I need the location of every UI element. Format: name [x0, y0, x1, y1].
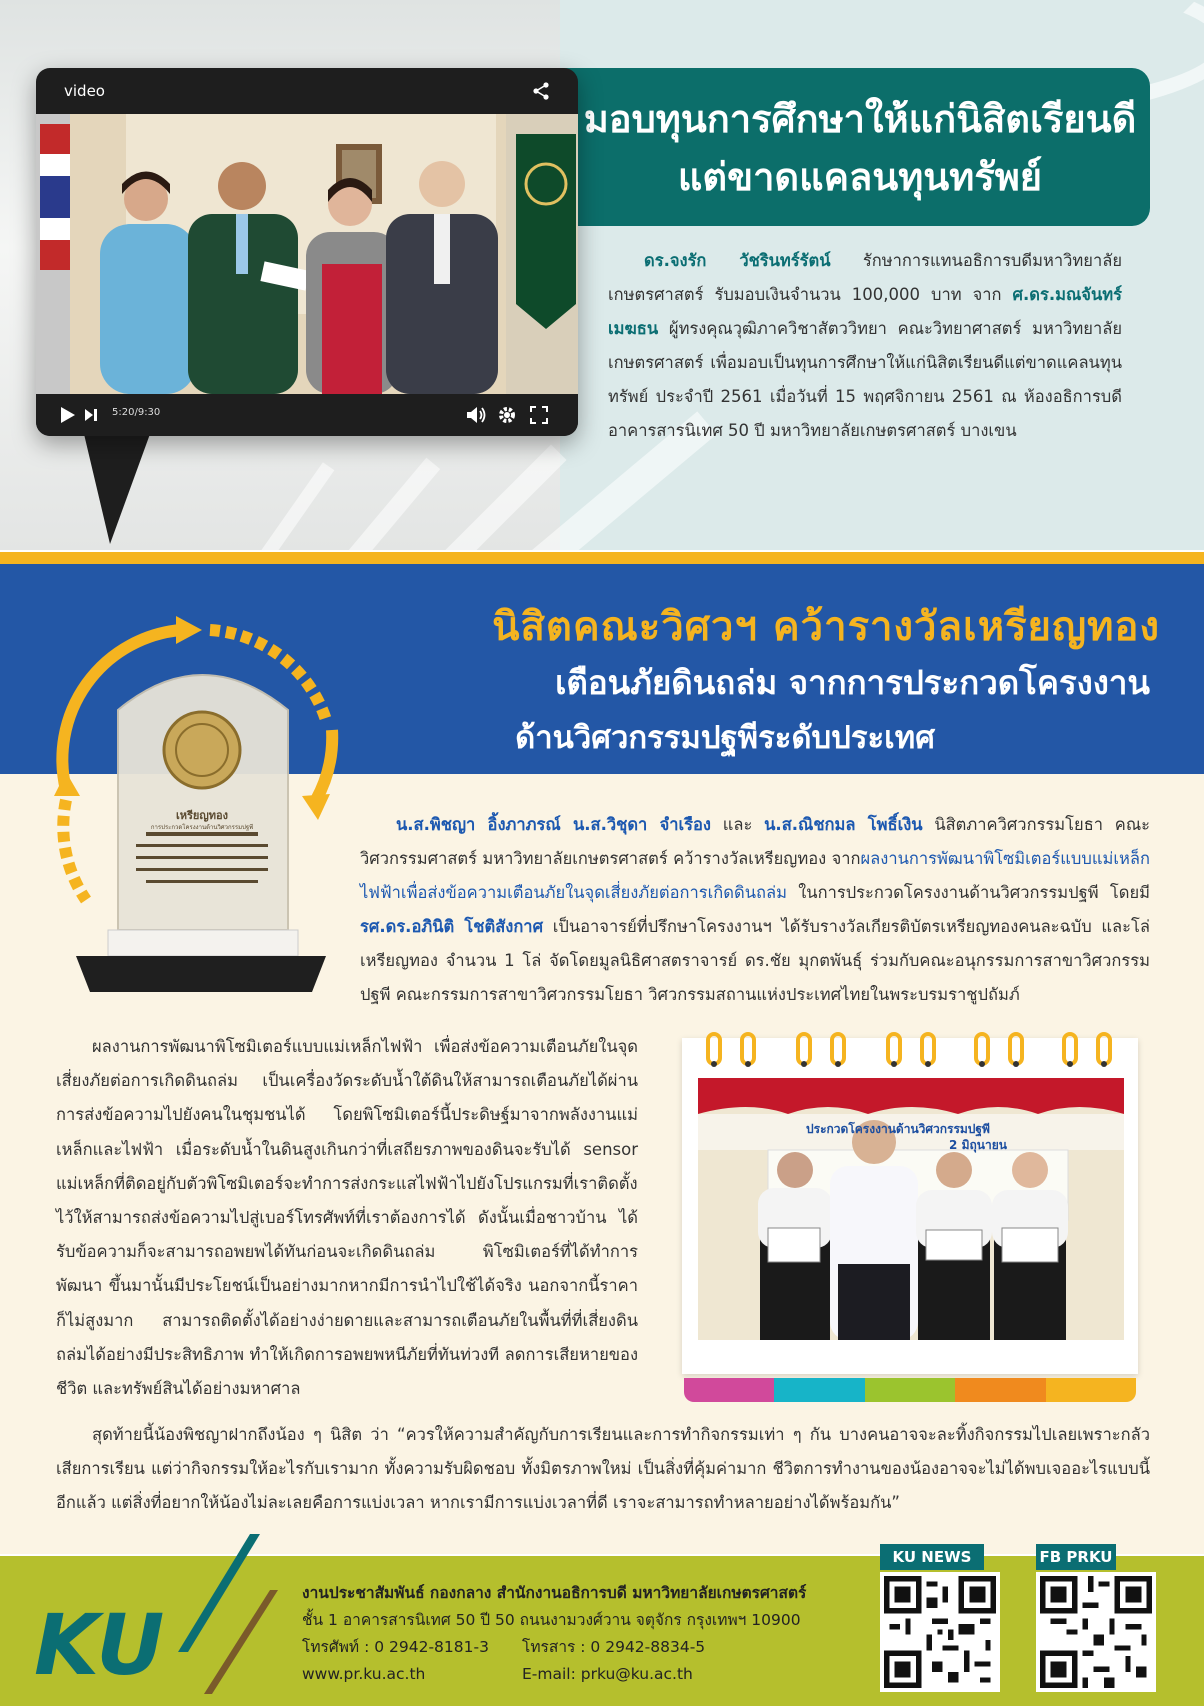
footer-contact — [302, 1580, 822, 1688]
headline-2-line2: เตือนภัยดินถล่ม จากการประกวดโครงงาน — [555, 663, 1150, 702]
qr-code-ku-news[interactable] — [880, 1572, 1000, 1692]
footer-website[interactable]: www.pr.ku.ac.th — [302, 1665, 426, 1683]
headline-1-line2: แต่ขาดแคลนทุนทรัพย์ — [677, 155, 1043, 199]
trophy-sublabel: การประกวดโครงงานด้านวิศวกรรมปฐพี — [150, 824, 254, 831]
qr-fb-prku-label: FB PRKU — [1036, 1544, 1116, 1570]
speech-bubble-tail — [84, 434, 150, 544]
article-paragraph-3 — [56, 1418, 1150, 1520]
advisor-name: รศ.ดร.อภินิติ โชติสังกาศ — [360, 917, 544, 936]
trophy-arrows — [26, 600, 366, 1010]
volume-icon[interactable] — [466, 406, 488, 424]
footer-address: ชั้น 1 อาคารสารนิเทศ 50 ปี 50 ถนนงามวงศ์วาน จตุจักร กรุงเทพฯ 10900 — [302, 1611, 801, 1629]
headline-1 — [580, 90, 1140, 206]
footer-phone: โทรศัพท์ : 0 2942-8181-3 — [302, 1638, 489, 1656]
tab-pink — [684, 1378, 774, 1402]
tab-cyan — [774, 1378, 864, 1402]
tab-green — [865, 1378, 955, 1402]
tab-orange — [955, 1378, 1045, 1402]
student-name-3: น.ส.ณิชกมล โพธิ์เงิน — [764, 815, 923, 834]
qr-code-fb-prku[interactable] — [1036, 1572, 1156, 1692]
and-text: และ — [710, 815, 765, 834]
share-icon[interactable] — [530, 80, 552, 102]
footer-email[interactable]: E-mail: prku@ku.ac.th — [522, 1665, 693, 1683]
article-paragraph-2 — [56, 1030, 638, 1406]
ku-logo-text: KU — [34, 1596, 165, 1694]
headline-1-line1: มอบทุนการศึกษาให้แก่นิสิตเรียนดี — [583, 97, 1137, 141]
photo-banner-date: 2 มิถุนายน — [949, 1138, 1007, 1152]
next-icon[interactable] — [84, 408, 98, 422]
student-names: น.ส.พิชญา อิ้งภาภรณ์ น.ส.วิชุดา จำเรือง — [396, 815, 711, 834]
name-monjan: ศ.ดร.มณจันทร์ เมฆธน — [608, 285, 1122, 338]
name-jongrak: ดร.จงรัก วัชรินทร์รัตน์ — [644, 251, 831, 270]
article-text-3: เป็นอาจารย์ที่ปรึกษาโครงงานฯ ได้รับรางวัลเกียรติบัตรเหรียญทองคนละฉบับ และโล่เหรียญทอง จำนวน 1 โล่ จัดโดยมูลนิธิศาสตราจารย์ ดร.ชัย มุกตพันธุ์ ร่วมกับคณะอนุกรรมการสาขาวิศวกรรมปฐพี คณะกรรมการสาขาวิศวกรรมโยธา วิศวกรรมสถานแห่งประเทศไทยในพระบรมราชูปถัมภ์ — [360, 917, 1150, 1004]
intro-paragraph-1 — [608, 244, 1122, 448]
video-time: 5:20/9:30 — [112, 407, 161, 418]
video-title: video — [64, 82, 105, 100]
headline-2-line1: นิสิตคณะวิศวฯ คว้ารางวัลเหรียญทอง — [492, 604, 1160, 650]
color-tabs — [684, 1378, 1136, 1402]
students-photo-illustration — [698, 1078, 1124, 1340]
qr-fb-prku-icon — [1040, 1576, 1152, 1688]
photo-banner-text: ประกวดโครงงานด้านวิศวกรรมปฐพี — [806, 1122, 990, 1136]
article-paragraph-1 — [360, 808, 1150, 1012]
intro-text-2: ผู้ทรงคุณวุฒิภาควิชาสัตววิทยา คณะวิทยาศาสตร์ มหาวิทยาลัยเกษตรศาสตร์ เพื่อมอบเป็นทุนการศึกษาให้แก่นิสิตเรียนดีแต่ขาดแคลนทุนทรัพย์ ประจำปี 2561 เมื่อวันที่ 15 พฤศจิกายน 2561 ณ ห้องอธิการบดี อาคารสารนิเทศ 50 ปี มหาวิทยาลัยเกษตรศาสตร์ บางเขน — [608, 319, 1122, 440]
ku-logo — [28, 1534, 278, 1694]
project-title: ผลงานการพัฒนาพิโซมิเตอร์แบบแม่เหล็กไฟฟ้าเพื่อส่งข้อความเตือนภัยในจุดเสี่ยงภัยต่อการเกิดดินถล่ม — [360, 849, 1150, 902]
ceremony-photo — [36, 114, 578, 394]
qr-ku-news-icon — [884, 1576, 996, 1688]
fullscreen-icon[interactable] — [530, 406, 548, 424]
tab-yellow — [1046, 1378, 1136, 1402]
qr-ku-news-label: KU NEWS — [880, 1544, 984, 1570]
gear-icon[interactable] — [498, 406, 516, 424]
headline-2-line3: ด้านวิศวกรรมปฐพีระดับประเทศ — [515, 720, 935, 756]
article-text-4: ผลงานการพัฒนาพิโซมิเตอร์แบบแม่เหล็กไฟฟ้า เพื่อส่งข้อความเตือนภัยในจุดเสี่ยงภัยต่อการเกิดดินถล่ม เป็นเครื่องวัดระดับน้ำใต้ดินให้สามารถเตือนภัยได้ผ่านการส่งข้อความไปยังคนในชุมชนได้ โดยพิโซมิเตอร์นี้ประดิษฐ์มาจากพลังงานแม่เหล็กและไฟฟ้า เมื่อระดับน้ำในดินสูงเกินกว่าที่เสถียรภาพของดินจะรับได้ sensor แม่เหล็กที่ติดอยู่กับตัวพิโซมิเตอร์จะทำการส่งกระแสไฟฟ้าไปยังโปรแกรมที่เราติดตั้งไว้ให้สามารถส่งข้อความไปสู่เบอร์โทรศัพท์ที่เราต้องการได้ ดังนั้นเมื่อชาวบ้าน ได้รับข้อความก็จะสามารถอพยพได้ทันก่อนจะเกิดดินถล่ม พิโซมิเตอร์ที่ได้ทำการพัฒนา ขึ้นมานั้นมีประโยชน์เป็นอย่างมากหากมีการนำไปใช้ได้จริง นอกจากนี้ราคาก็ไม่สูงมาก สามารถติดตั้งได้อย่างง่ายดายและสามารถเตือนภัยในพื้นที่ที่เสี่ยงดินถล่มได้อย่างมีประสิทธิภาพ ทำให้เกิดการอพยพหนีภัยที่ทันท่วงที ลดการเสียหายของชีวิต และทรัพย์สินได้อย่างมหาศาล — [56, 1037, 638, 1399]
trophy-illustration — [26, 600, 366, 1010]
trophy-label: เหรียญทอง — [176, 809, 228, 822]
gold-stripe — [0, 552, 1204, 564]
students-photo — [698, 1078, 1124, 1340]
binder-rings — [694, 1030, 1126, 1070]
article-text-5: สุดท้ายนี้น้องพิชญาฝากถึงน้อง ๆ นิสิต ว่า “ควรให้ความสำคัญกับการเรียนและการทำกิจกรรมเท่า ๆ กัน บางคนอาจจะละทิ้งกิจกรรมไปเลยเพราะกลัวเสียการเรียน แต่ว่ากิจกรรมให้อะไรกับเรามาก ทั้งความรับผิดชอบ ทั้งมิตรภาพใหม่ เป็นสิ่งที่คุ้มค่ามาก ชีวิตการทำงานของน้องอาจจะไม่ได้พบเจออะไรแบบนี้อีกแล้ว แต่สิ่งที่อยากให้น้องไม่ละเลยคือการแบ่งเวลา หากเรามีการแบ่งเวลาที่ดี เราจะสามารถทำหลายอย่างได้พร้อมกัน” — [56, 1425, 1150, 1512]
play-icon[interactable] — [60, 406, 76, 424]
video-controls — [36, 394, 578, 436]
article-text-1: นิสิตภาควิศวกรรมโยธา คณะวิศวกรรมศาสตร์ มหาวิทยาลัยเกษตรศาสตร์ คว้ารางวัลเหรียญทอง จาก — [360, 815, 1151, 868]
intro-text-1: รักษาการแทนอธิการบดีมหาวิทยาลัยเกษตรศาสตร์ รับมอบเงินจำนวน 100,000 บาท จาก — [608, 251, 1122, 304]
footer-org: งานประชาสัมพันธ์ กองกลาง สำนักงานอธิการบดี มหาวิทยาลัยเกษตรศาสตร์ — [302, 1584, 807, 1602]
ceremony-photo-illustration — [36, 114, 578, 394]
award-photo-frame — [682, 1038, 1138, 1374]
article-text-2: ในการประกวดโครงงานด้านวิศวกรรมปฐพี โดยมี — [786, 883, 1150, 902]
video-player[interactable] — [36, 68, 578, 436]
footer-fax: โทรสาร : 0 2942-8834-5 — [522, 1638, 706, 1656]
